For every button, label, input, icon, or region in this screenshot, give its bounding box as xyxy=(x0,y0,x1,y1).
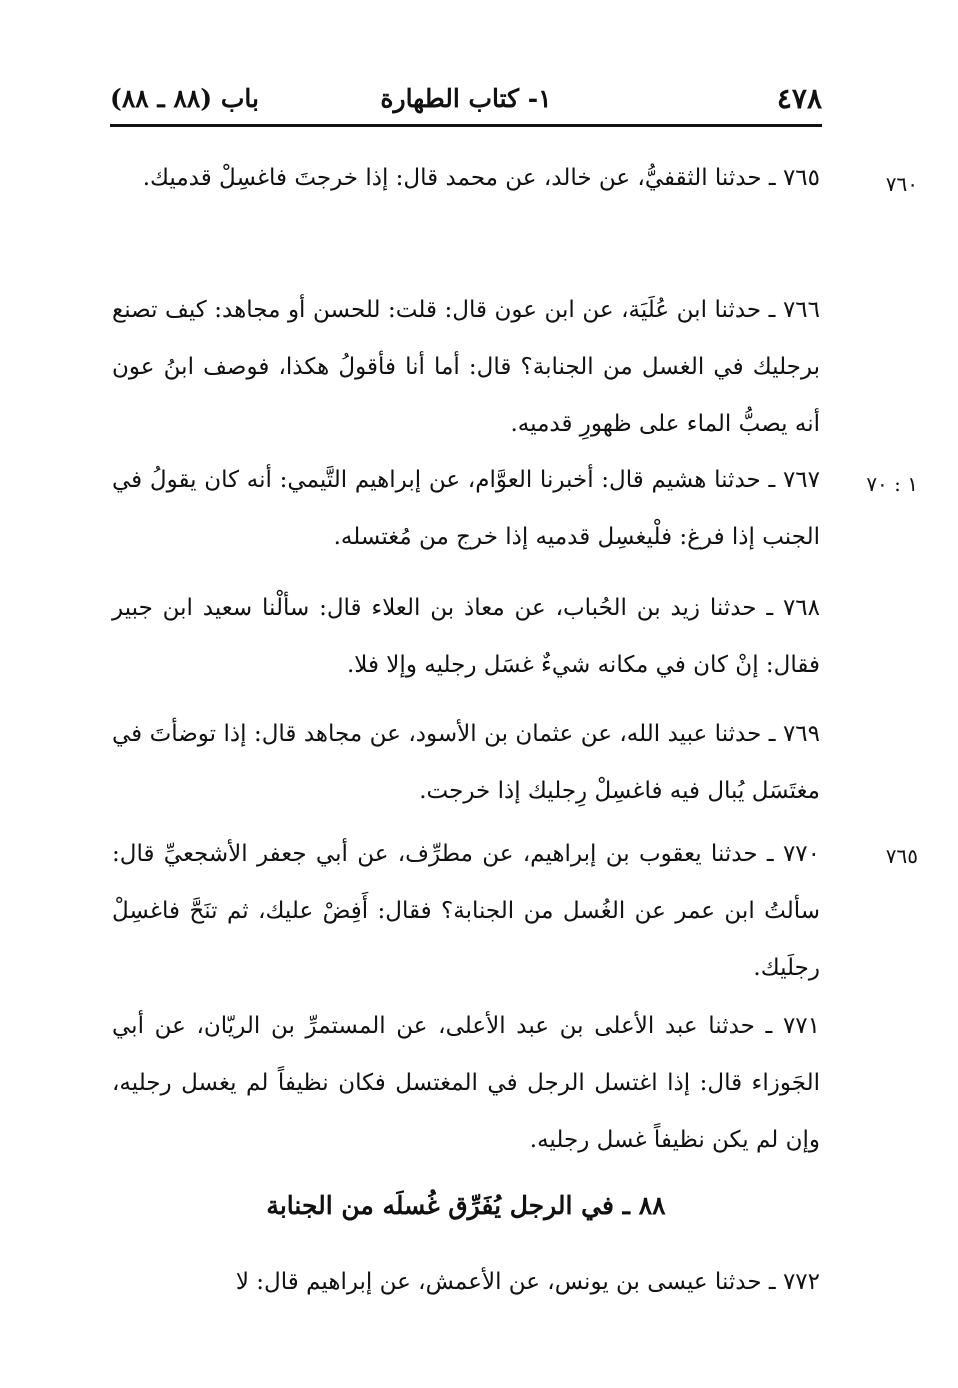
hadith-769: ٧٦٩ ـ حدثنا عبيد الله، عن عثمان بن الأسود، عن مجاهد قال: إذا توضأتَ في مغتَسَل يُبال فيه فاغسِلْ رِجليك إذا خرجت. xyxy=(112,721,820,804)
chapter-range: باب (٨٨ ـ ٨٨) xyxy=(110,84,259,113)
margin-reference: ١ : ٧٠ xyxy=(866,472,918,496)
hadith-770: ٧٧٠ ـ حدثنا يعقوب بن إبراهيم، عن مطرِّف، عن أبي جعفر الأشجعيِّ قال: سألتُ ابن عمر عن الغُسل من الجنابة؟ فقال: أَفِضْ عليك، ثم تنَحَّ فاغسِلْ رجلَيك. xyxy=(112,841,820,981)
hadith-772: ٧٧٢ ـ حدثنا عيسى بن يونس، عن الأعمش، عن إبراهيم قال: لا xyxy=(235,1269,820,1295)
section-heading: ٨٨ ـ في الرجل يُفَرِّق غُسلَه من الجنابة xyxy=(266,1191,666,1220)
hadith-767: ٧٦٧ ـ حدثنا هشيم قال: أخبرنا العوَّام، عن إبراهيم التَّيمي: أنه كان يقولُ في الجنب إذا فرغ: فلْيغسِل قدميه إذا خرج من مُغتسله. xyxy=(112,467,820,550)
margin-reference: ٧٦٥ xyxy=(885,844,918,868)
header-divider xyxy=(110,124,822,127)
hadith-766: ٧٦٦ ـ حدثنا ابن عُلَيَة، عن ابن عون قال: قلت: للحسن أو مجاهد: كيف تصنع برجليك في الغسل من الجنابة؟ قال: أما أنا فأقولُ هكذا، فوصف ابنُ عون أنه يصبُّ الماء على ظهورِ قدميه. xyxy=(112,297,820,437)
hadith-771: ٧٧١ ـ حدثنا عبد الأعلى بن عبد الأعلى، عن المستمرِّ بن الريّان، عن أبي الجَوزاء قال: إذا اغتسل الرجل في المغتسل فكان نظيفاً لم يغسل رجليه، وإن لم يكن نظيفاً غسل رجليه. xyxy=(112,1013,820,1153)
page-number: ٤٧٨ xyxy=(776,82,822,115)
margin-reference: ٧٦٠ xyxy=(885,172,918,196)
hadith-768: ٧٦٨ ـ حدثنا زيد بن الحُباب، عن معاذ بن العلاء قال: سألْنا سعيد ابن جبير فقال: إنْ كان في مكانه شيءٌ غسَل رجليه وإلا فلا. xyxy=(112,595,820,678)
hadith-765: ٧٦٥ ـ حدثنا الثقفيُّ، عن خالد، عن محمد قال: إذا خرجتَ فاغسِلْ قدميك. xyxy=(142,165,820,191)
book-title: ١- كتاب الطهارة xyxy=(380,84,552,113)
running-header xyxy=(110,80,822,120)
